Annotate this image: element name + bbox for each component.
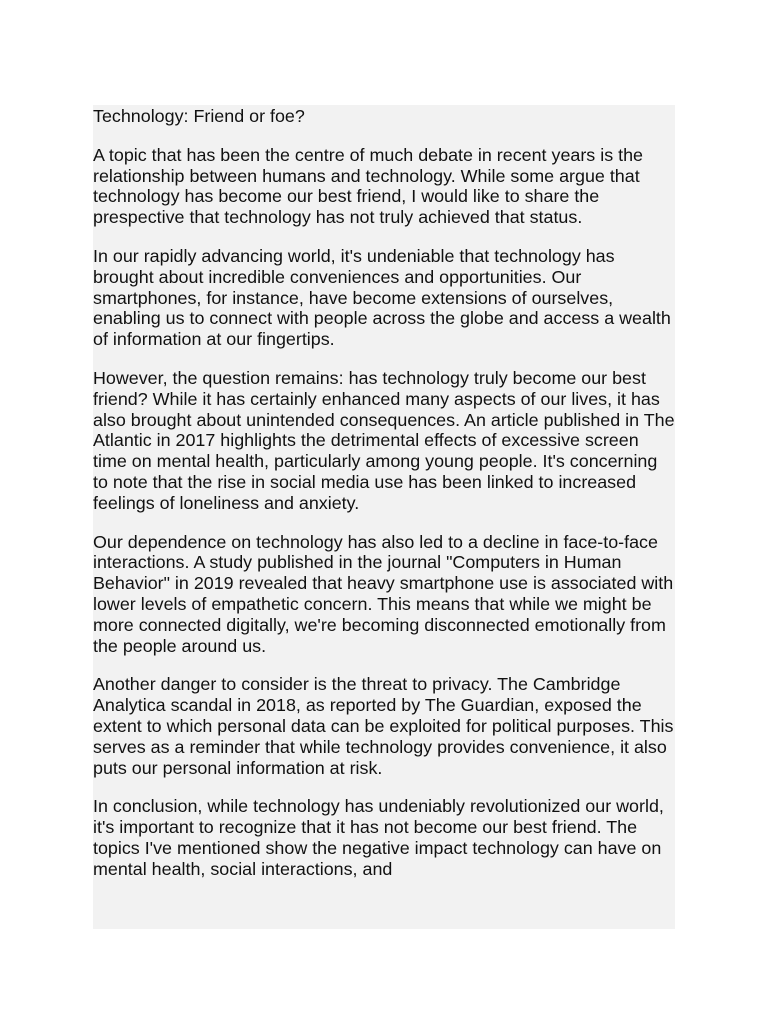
paragraph-2: In our rapidly advancing world, it's undeniable that technology has brought about incredible conveniences and opportunities. Our smartphones, for instance, have become extensions of ourselves, enabling us to connect with people across the globe and access a wealth of information at our fingertips.: [93, 245, 671, 350]
document-title: Technology: Friend or foe?: [93, 106, 305, 126]
text-block: [93, 105, 675, 929]
paragraph-6: In conclusion, while technology has undeniably revolutionized our world, it's important to recognize that it has not become our best friend. The topics I've mentioned show the negative impact technology can have on mental health, social interactions, and: [93, 796, 664, 879]
document-content: [93, 105, 675, 880]
paragraph-3: However, the question remains: has technology truly become our best friend? While it has certainly enhanced many aspects of our lives, it has also brought about unintended consequences. An article published in The Atlantic in 2017 highlights the detrimental effects of excessive screen time on mental health, particularly among young people. It's concerning to note that the rise in social media use has been linked to increased feelings of loneliness and anxiety.: [93, 367, 675, 513]
paragraph-4: Our dependence on technology has also led to a decline in face-to-face interactions. A study published in the journal "Computers in Human Behavior" in 2019 revealed that heavy smartphone use is associated with lower levels of empathetic concern. This means that while we might be more connected digitally, we're becoming disconnected emotionally from the people around us.: [93, 531, 674, 656]
paragraph-1: A topic that has been the centre of much debate in recent years is the relationship between humans and technology. While some argue that technology has become our best friend, I would like to share the prespective that technology has not truly achieved that status.: [93, 144, 643, 228]
paragraph-5: Another danger to consider is the threat to privacy. The Cambridge Analytica scandal in 2018, as reported by The Guardian, exposed the extent to which personal data can be exploited for political purposes. This serves as a reminder that while technology provides convenience, it also puts our personal information at risk.: [93, 674, 674, 778]
